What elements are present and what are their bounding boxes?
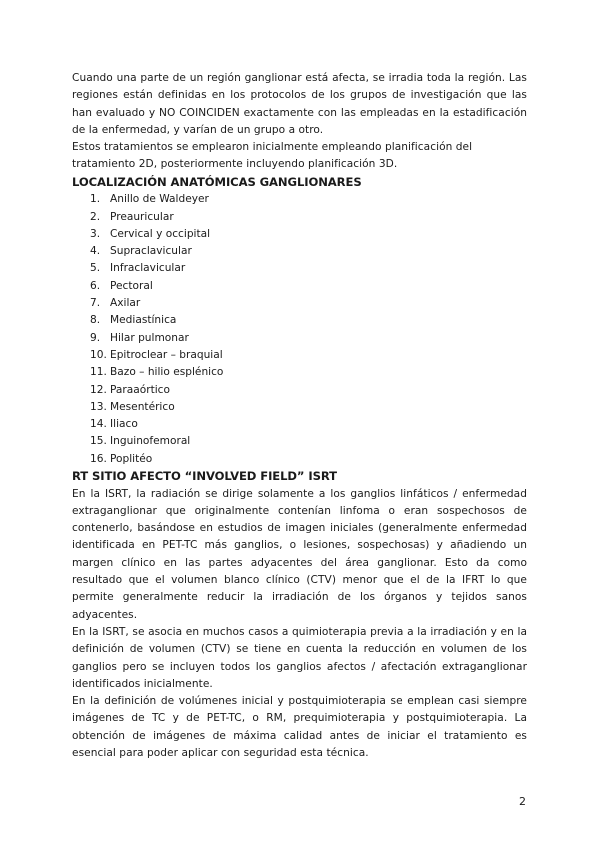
list-item: 14. Iliaco [90,418,138,431]
section-heading-localizacion: LOCALIZACIÓN ANATÓMICAS GANGLIONARES [72,174,362,189]
intro-paragraph-1: Cuando una parte de un región ganglionar está afecta, se irradia toda la región. Las regiones están definidas en los protocolos de los grupos de investigación que las han evaluado y NO COINCIDEN exactamente con las empleadas en la estadificación de la enfermedad, y varían de un grupo a otro. [72,72,527,136]
list-item: 7. Axilar [90,297,141,310]
list-item: 9. Hilar pulmonar [90,331,189,344]
isrt-paragraph-2: En la ISRT, se asocia en muchos casos a quimioterapia previa a la irradiación y en la definición de volumen (CTV) se tiene en cuenta la reducción en volumen de los ganglios pero se incluyen todos los ganglios afectos / afectación extraganglionar identificados inicialmente. [72,625,527,690]
list-item: 4. Supraclavicular [90,245,192,258]
list-item: 2. Preauricular [90,210,174,223]
list-item: 15. Inguinofemoral [90,435,191,448]
list-item: 5. Infraclavicular [90,262,186,275]
list-item: 3. Cervical y occipital [90,227,211,240]
list-item: 1. Anillo de Waldeyer [90,193,209,206]
intro-paragraph-2: Estos tratamientos se emplearon inicialmente empleando planificación del tratamiento 2D, posteriormente incluyendo planificación 3D. [72,141,473,171]
anatomic-locations-list [72,191,527,468]
list-item: 16. Poplitéo [90,452,153,465]
list-item: 13. Mesentérico [90,400,175,413]
section-heading-isrt: RT SITIO AFECTO “INVOLVED FIELD” ISRT [72,469,337,484]
list-item: 12. Paraaórtico [90,383,170,396]
list-item: 6. Pectoral [90,279,153,292]
page-number: 2 [519,795,526,808]
list-item: 10. Epitroclear – braquial [90,348,223,361]
isrt-paragraph-1: En la ISRT, la radiación se dirige solamente a los ganglios linfáticos / enfermedad extraganglionar que originalmente contenían linfoma o eran sospechosos de contenerlo, basándose en estudios de imagen iniciales (generalmente enfermedad identificada en PET-TC más ganglios, o lesiones, sospechosas) y añadiendo un margen clínico en las partes adyacentes del área ganglionar. Esto da como resultado que el volumen blanco clínico (CTV) menor que el de la IFRT lo que permite generalmente reducir la irradiación de los órganos y tejidos sanos adyacentes. [72,487,527,621]
list-item: 11. Bazo – hilio esplénico [90,366,224,379]
document-page [72,70,527,762]
list-item: 8. Mediastínica [90,314,177,327]
isrt-paragraph-3: En la definición de volúmenes inicial y postquimioterapia se emplean casi siempre imágenes de TC y de PET-TC, o RM, prequimioterapia y postquimioterapia. La obtención de imágenes de máxima calidad antes de iniciar el tratamiento es esencial para poder aplicar con seguridad esta técnica. [72,695,527,759]
